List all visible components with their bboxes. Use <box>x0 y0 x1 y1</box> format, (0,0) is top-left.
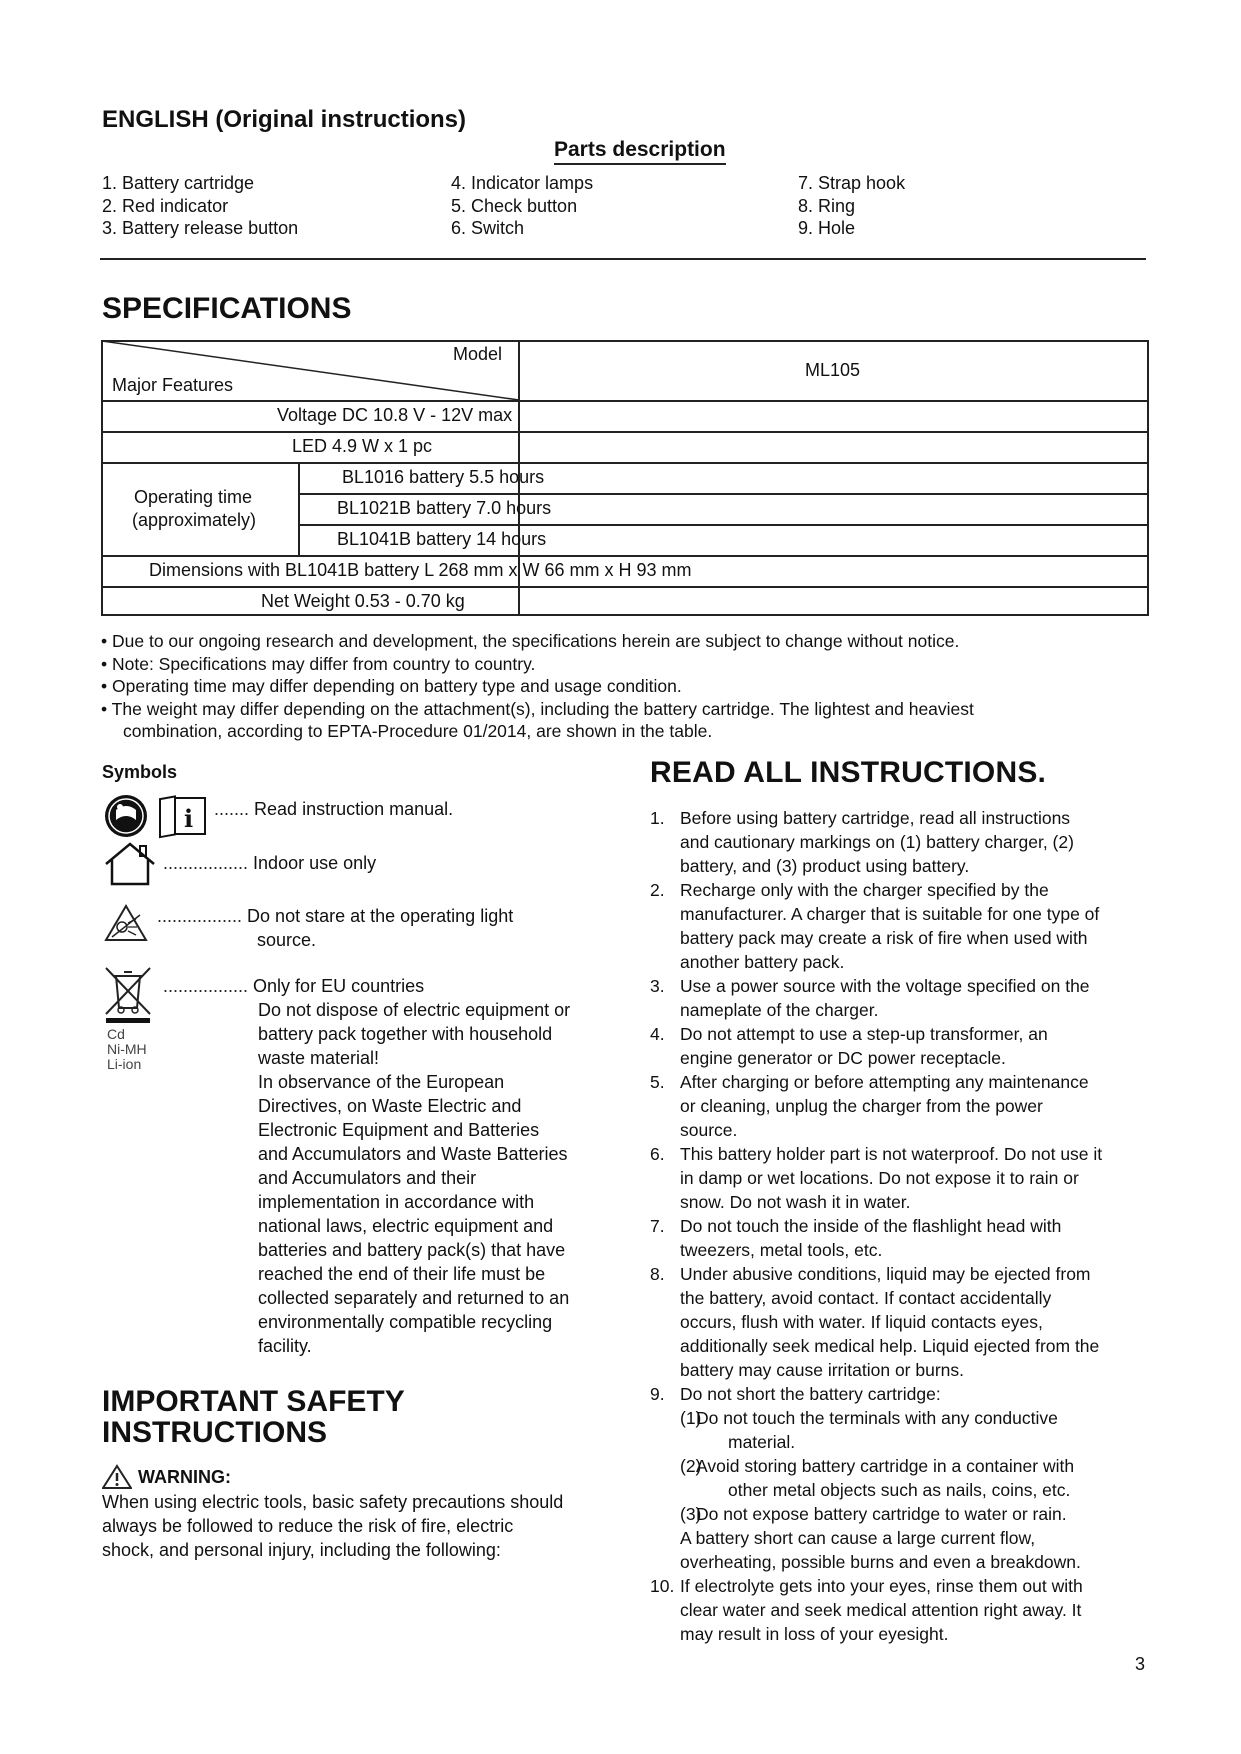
part-item: 7. Strap hook <box>798 173 906 193</box>
item-line: Before using battery cartridge, read all instructions <box>680 808 1071 828</box>
item-line: or cleaning, unplug the charger from the power <box>680 1096 1043 1116</box>
major-features-label: Major Features <box>112 375 234 395</box>
item-line: If electrolyte gets into your eyes, rinse them out with <box>680 1576 1083 1596</box>
item-line: other metal objects such as nails, coins, etc. <box>728 1480 1071 1500</box>
symbol-text-line: environmentally compatible recycling <box>258 1312 553 1332</box>
part-item: 9. Hole <box>798 218 856 238</box>
instruction-item-8 <box>650 1262 1150 1382</box>
symbol-text-line: and Accumulators and their <box>258 1168 477 1188</box>
table-row-line <box>101 431 1149 433</box>
item-line: snow. Do not wash it in water. <box>680 1192 911 1212</box>
symbol-text-line: In observance of the European <box>258 1072 505 1092</box>
instruction-item-9 <box>650 1382 1150 1406</box>
note-item: • The weight may differ depending on the attachment(s), including the battery cartridge. The lightest and heaviest <box>101 698 974 719</box>
item-line: battery, and (3) product using battery. <box>680 856 970 876</box>
dots: ................. <box>163 976 249 996</box>
table-border <box>1147 340 1149 616</box>
table-row-line <box>298 493 1149 495</box>
spec-notes <box>101 630 1161 743</box>
instruction-item-2 <box>650 878 1150 974</box>
read-manual-icon <box>104 792 214 842</box>
instruction-item-7 <box>650 1214 1150 1262</box>
item-line: additionally seek medical help. Liquid ejected from the <box>680 1336 1100 1356</box>
item-line: material. <box>728 1432 796 1452</box>
crossed-out-bin-icon <box>102 964 154 1024</box>
item-line: Do not expose battery cartridge to water or rain. <box>696 1504 1067 1524</box>
symbol-text: Do not stare at the operating light <box>247 906 514 926</box>
instruction-item-5 <box>650 1070 1150 1142</box>
warning-triangle-icon <box>102 1464 132 1490</box>
warning-line: shock, and personal injury, including the following: <box>102 1540 501 1560</box>
table-row-line <box>298 524 1149 526</box>
item-line: Do not attempt to use a step-up transformer, an <box>680 1024 1048 1044</box>
spec-dimensions: Dimensions with BL1041B battery L 268 mm x W 66 mm x H 93 mm <box>149 560 692 580</box>
sub-item-1 <box>650 1406 1150 1454</box>
item-line: tweezers, metal tools, etc. <box>680 1240 883 1260</box>
symbol-text-line: facility. <box>258 1336 312 1356</box>
eu-disposal-text <box>258 998 570 1358</box>
item-line: clear water and seek medical attention right away. It <box>680 1600 1082 1620</box>
item-number: 4. <box>650 1024 665 1044</box>
item-line: may result in loss of your eyesight. <box>680 1624 949 1644</box>
sub-item-number: (1) <box>680 1408 702 1428</box>
instruction-item-3 <box>650 974 1150 1022</box>
symbol-text: Indoor use only <box>253 853 377 873</box>
item-number: 8. <box>650 1264 665 1284</box>
warning-line: always be followed to reduce the risk of fire, electric <box>102 1516 514 1536</box>
dots: ....... <box>214 799 250 819</box>
parts-description-title: Parts description <box>554 138 726 165</box>
language-title: ENGLISH (Original instructions) <box>102 106 467 133</box>
item-line: battery may cause irritation or burns. <box>680 1360 965 1380</box>
item-line: occurs, flush with water. If liquid contacts eyes, <box>680 1312 1043 1332</box>
dots: ................. <box>163 853 249 873</box>
item-line: source. <box>680 1120 738 1140</box>
part-item: 8. Ring <box>798 195 856 216</box>
item-number: 10. <box>650 1576 675 1596</box>
item-line: another battery pack. <box>680 952 845 972</box>
warning-line: When using electric tools, basic safety precautions should <box>102 1492 564 1512</box>
read-all-instructions-title: READ ALL INSTRUCTIONS. <box>650 756 1047 789</box>
item-number: 2. <box>650 880 665 900</box>
sub-item-number: (2) <box>680 1456 702 1476</box>
spec-led: LED 4.9 W x 1 pc <box>292 436 433 456</box>
parts-column-2 <box>451 172 593 240</box>
warning-label: WARNING: <box>138 1466 231 1487</box>
item-line: Do not touch the inside of the flashlight head with <box>680 1216 1062 1236</box>
item-line: After charging or before attempting any maintenance <box>680 1072 1089 1092</box>
symbols-title: Symbols <box>102 762 178 782</box>
symbol-read-manual <box>214 797 453 821</box>
item-line: Do not short the battery cartridge: <box>680 1384 941 1404</box>
model-label: Model <box>453 344 503 364</box>
item-line: nameplate of the charger. <box>680 1000 879 1020</box>
svg-text:i: i <box>184 804 194 833</box>
part-item: 1. Battery cartridge <box>102 173 255 193</box>
item-line: and cautionary markings on (1) battery charger, (2) <box>680 832 1074 852</box>
symbol-text-line: waste material! <box>258 1048 380 1068</box>
instructions-list <box>650 806 1150 1646</box>
item-line: Do not touch the terminals with any conductive <box>696 1408 1058 1428</box>
symbol-text-line: and Accumulators and Waste Batteries <box>258 1144 568 1164</box>
note-item: • Due to our ongoing research and development, the specifications herein are subject to change without notice. <box>101 631 960 651</box>
battery-label-liion: Li-ion <box>107 1056 142 1072</box>
part-item: 4. Indicator lamps <box>451 173 594 193</box>
symbol-text: Read instruction manual. <box>254 799 454 819</box>
item-number: 5. <box>650 1072 665 1092</box>
page-number: 3 <box>1135 1654 1146 1674</box>
spec-voltage: Voltage DC 10.8 V - 12V max <box>277 405 513 425</box>
spec-battery-bl1016: BL1016 battery 5.5 hours <box>342 467 545 487</box>
item-line: battery pack may create a risk of fire when used with <box>680 928 1088 948</box>
spec-net-weight: Net Weight 0.53 - 0.70 kg <box>261 591 465 611</box>
symbol-text: Only for EU countries <box>253 976 425 996</box>
parts-column-3 <box>798 172 905 240</box>
dots: ................. <box>157 906 243 926</box>
instruction-item-10 <box>650 1574 1150 1646</box>
part-item: 6. Switch <box>451 218 525 238</box>
spec-battery-bl1021b: BL1021B battery 7.0 hours <box>337 498 552 518</box>
warning-heading <box>102 1464 231 1490</box>
item-number: 7. <box>650 1216 665 1236</box>
specifications-table <box>101 340 1149 616</box>
sub-item-2 <box>650 1454 1150 1502</box>
symbol-text-line: Electronic Equipment and Batteries <box>258 1120 540 1140</box>
battery-type-labels <box>107 1027 147 1072</box>
part-item: 3. Battery release button <box>102 218 299 238</box>
short-circuit-note <box>650 1526 1150 1574</box>
specifications-title: SPECIFICATIONS <box>102 292 352 325</box>
symbol-text-line: Do not dispose of electric equipment or <box>258 1000 571 1020</box>
item-number: 9. <box>650 1384 665 1404</box>
symbol-do-not-stare <box>157 904 513 952</box>
sub-item-number: (3) <box>680 1504 702 1524</box>
symbol-text-line: implementation in accordance with <box>258 1192 535 1212</box>
parts-column-1 <box>102 172 298 240</box>
item-line: Recharge only with the charger specified by the <box>680 880 1049 900</box>
instruction-item-1 <box>650 806 1150 878</box>
note-item: • Note: Specifications may differ from country to country. <box>101 653 536 674</box>
warning-body <box>102 1490 563 1562</box>
table-row-line <box>101 555 1149 557</box>
symbol-text-line: Directives, on Waste Electric and <box>258 1096 522 1116</box>
instruction-item-6 <box>650 1142 1150 1214</box>
model-value: ML105 <box>805 360 861 380</box>
indoor-house-icon <box>102 840 158 888</box>
symbol-text-line: battery pack together with household <box>258 1024 553 1044</box>
item-line: Avoid storing battery cartridge in a container with <box>696 1456 1075 1476</box>
battery-label-nimh: Ni-MH <box>107 1041 147 1057</box>
safety-title-line: INSTRUCTIONS <box>102 1416 327 1449</box>
important-safety-title <box>102 1386 405 1448</box>
item-line: engine generator or DC power receptacle. <box>680 1048 1006 1068</box>
item-line: in damp or wet locations. Do not expose it to rain or <box>680 1168 1079 1188</box>
symbol-text-line: national laws, electric equipment and <box>258 1216 554 1236</box>
symbol-text-line: source. <box>257 930 317 950</box>
table-border <box>101 614 1149 616</box>
item-line: A battery short can cause a large current flow, <box>680 1528 1036 1548</box>
item-line: overheating, possible burns and even a breakdown. <box>680 1552 1081 1572</box>
symbol-indoor-use <box>163 851 376 875</box>
symbol-eu-only <box>163 974 424 998</box>
part-item: 5. Check button <box>451 195 578 216</box>
table-subcolumn-divider <box>298 462 300 557</box>
symbol-text-line: collected separately and returned to an <box>258 1288 570 1308</box>
part-item: 2. Red indicator <box>102 195 229 216</box>
item-number: 3. <box>650 976 665 996</box>
symbol-text-line: reached the end of their life must be <box>258 1264 546 1284</box>
item-number: 6. <box>650 1144 665 1164</box>
note-item: • Operating time may differ depending on battery type and usage condition. <box>101 676 682 696</box>
item-line: Use a power source with the voltage specified on the <box>680 976 1090 996</box>
note-item-continued: combination, according to EPTA-Procedure 01/2014, are shown in the table. <box>123 721 713 741</box>
do-not-stare-warning-icon <box>104 903 148 943</box>
battery-label-cd: Cd <box>107 1026 125 1042</box>
section-divider <box>100 258 1146 260</box>
item-line: the battery, avoid contact. If contact accidentally <box>680 1288 1052 1308</box>
operating-time-label-approx: (approximately) <box>132 510 257 530</box>
item-line: manufacturer. A charger that is suitable for one type of <box>680 904 1100 924</box>
sub-item-3 <box>650 1502 1150 1526</box>
table-row-line <box>101 462 1149 464</box>
operating-time-label: Operating time <box>134 487 253 507</box>
item-line: This battery holder part is not waterproof. Do not use it <box>680 1144 1103 1164</box>
instruction-item-4 <box>650 1022 1150 1070</box>
item-number: 1. <box>650 808 665 828</box>
symbol-text-line: batteries and battery pack(s) that have <box>258 1240 566 1260</box>
safety-title-line: IMPORTANT SAFETY <box>102 1385 405 1418</box>
spec-battery-bl1041b: BL1041B battery 14 hours <box>337 529 547 549</box>
item-line: Under abusive conditions, liquid may be ejected from <box>680 1264 1091 1284</box>
table-row-line <box>101 586 1149 588</box>
